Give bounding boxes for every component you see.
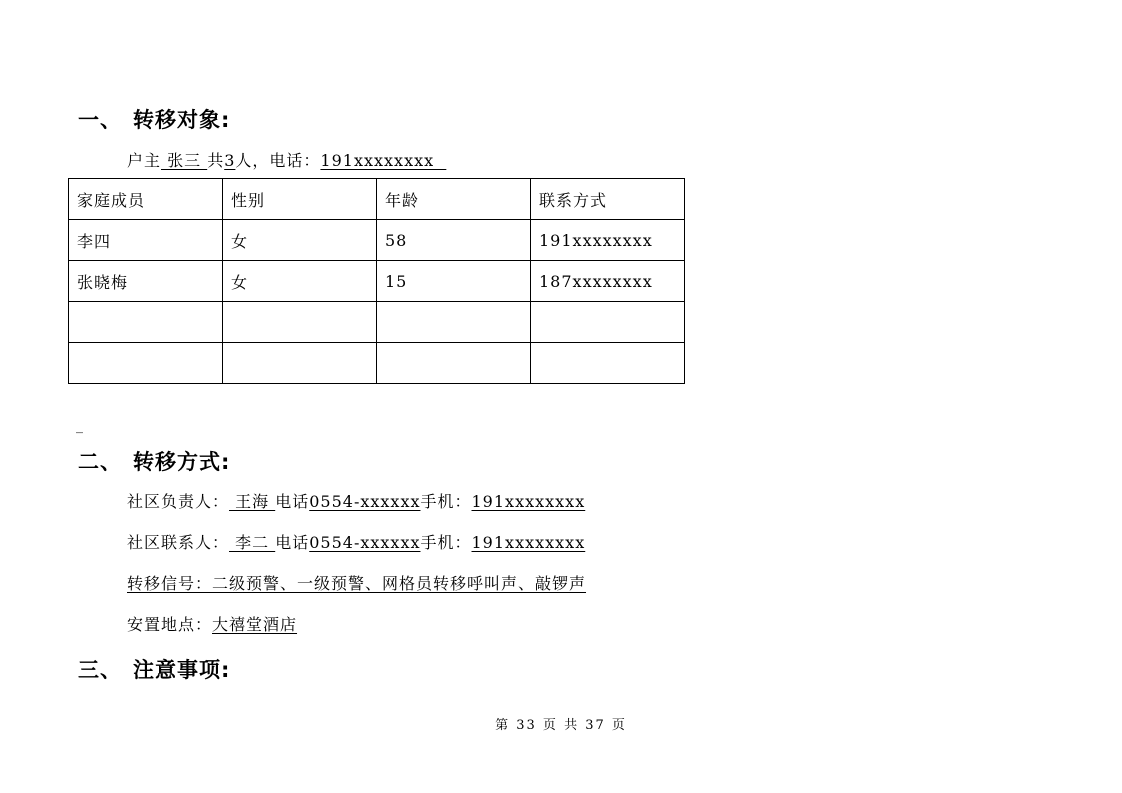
- family-members-table: [68, 178, 685, 384]
- table-cell: 女: [223, 261, 377, 302]
- household-suffix: 人，电话：: [235, 151, 321, 170]
- table-cell: [377, 343, 531, 384]
- contact-label: 社区负责人：: [127, 492, 230, 511]
- tel-label: 电话: [275, 533, 310, 552]
- contact-name: 王海: [229, 492, 276, 511]
- section3-heading: [78, 654, 230, 684]
- household-phone: 191xxxxxxxx: [320, 151, 447, 170]
- section2-number: 二、: [78, 450, 122, 474]
- stray-dash-mark: _: [76, 418, 83, 434]
- mobile-label: 手机：: [420, 492, 472, 511]
- contact-line-responsible: [127, 489, 585, 512]
- table-cell: 张晓梅: [69, 261, 223, 302]
- table-header-cell: 家庭成员: [69, 179, 223, 220]
- table-cell: [531, 302, 685, 343]
- shelter-line: [127, 612, 297, 635]
- household-mid: 共: [207, 151, 225, 170]
- table-row: [69, 261, 685, 302]
- tel-value: 0554-xxxxxx: [309, 492, 421, 511]
- section1-number: 一、: [78, 108, 122, 132]
- table-cell: 女: [223, 220, 377, 261]
- mobile-value: 191xxxxxxxx: [471, 533, 586, 552]
- section1-title: 转移对象:: [133, 108, 231, 132]
- shelter-value: 大禧堂酒店: [212, 615, 298, 634]
- section2-heading: [78, 446, 230, 476]
- transfer-signal: 转移信号：二级预警、一级预警、网格员转移呼叫声、敲锣声: [127, 574, 587, 593]
- contact-name: 李二: [229, 533, 276, 552]
- table-header-cell: 联系方式: [531, 179, 685, 220]
- section3-title: 注意事项:: [133, 658, 231, 682]
- shelter-label: 安置地点：: [127, 615, 213, 634]
- table-row: [69, 343, 685, 384]
- household-prefix: 户主: [127, 151, 162, 170]
- table-cell: 李四: [69, 220, 223, 261]
- transfer-signal-line: [127, 571, 586, 594]
- section2-title: 转移方式:: [133, 450, 231, 474]
- mobile-label: 手机：: [420, 533, 472, 552]
- table-cell: 15: [377, 261, 531, 302]
- table-header-cell: 年龄: [377, 179, 531, 220]
- table-cell: [223, 302, 377, 343]
- contact-line-liaison: [127, 530, 585, 553]
- table-cell: 58: [377, 220, 531, 261]
- table-cell: [223, 343, 377, 384]
- section3-number: 三、: [78, 658, 122, 682]
- household-line: [127, 148, 446, 171]
- household-head-name: 张三: [161, 151, 208, 170]
- table-row: [69, 302, 685, 343]
- table-header-cell: 性别: [223, 179, 377, 220]
- section1-heading: [78, 104, 230, 134]
- table-row: [69, 220, 685, 261]
- table-cell: [69, 343, 223, 384]
- table-header-row: [69, 179, 685, 220]
- page-footer: 第 33 页 共 37 页: [495, 718, 627, 733]
- table-cell: [377, 302, 531, 343]
- table-cell: [531, 343, 685, 384]
- table-cell: 191xxxxxxxx: [531, 220, 685, 261]
- mobile-value: 191xxxxxxxx: [471, 492, 586, 511]
- tel-label: 电话: [275, 492, 310, 511]
- table-cell: 187xxxxxxxx: [531, 261, 685, 302]
- household-count: 3: [224, 151, 236, 170]
- table-cell: [69, 302, 223, 343]
- contact-label: 社区联系人：: [127, 533, 230, 552]
- tel-value: 0554-xxxxxx: [309, 533, 421, 552]
